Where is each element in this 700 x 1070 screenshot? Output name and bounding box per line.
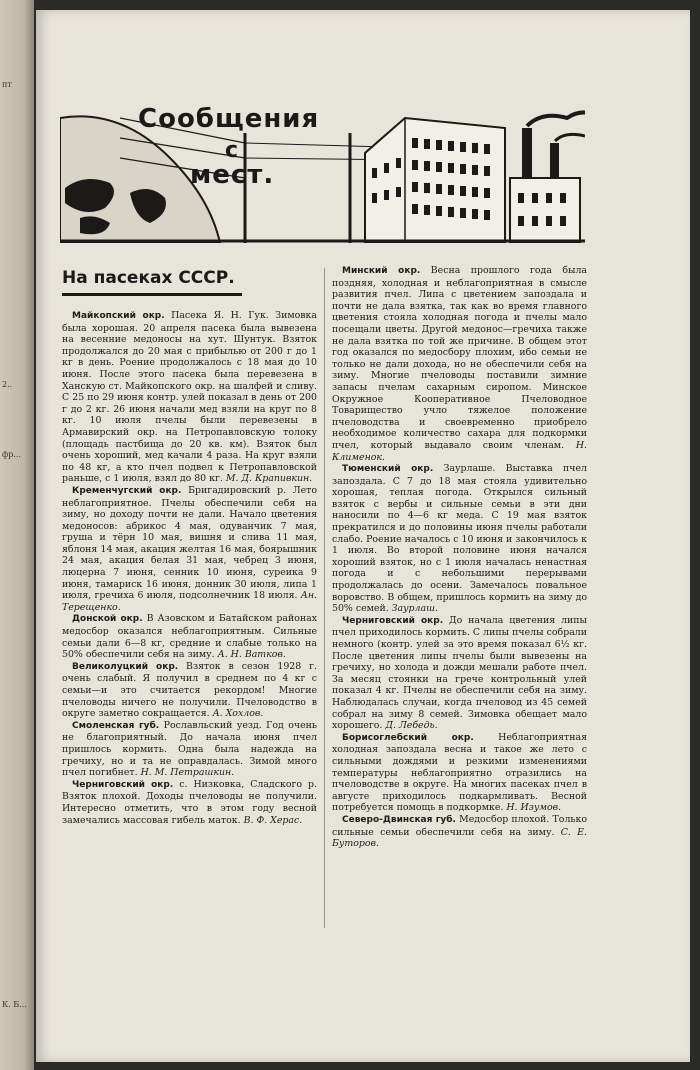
report-text: Неблагоприятная холодная запоздала весна и такое же лето с сильными дождями и резкими изменениями температуры неблагоприятно отразились на пчеловодстве в округе. На многих пасеках пчел в августе приходилось подкармливать. Весной потребуется помощь в подкормке. <box>332 731 587 814</box>
region-name: Борисоглебский окр. <box>342 732 474 743</box>
region-name: Северо-Двинская губ. <box>342 814 456 825</box>
region-name: Черниговский окр. <box>72 779 174 790</box>
region-name: Минский окр. <box>342 266 421 276</box>
banner-title-line1: Сообщения <box>138 104 320 134</box>
region-name: Тюменский окр. <box>342 464 434 475</box>
report-text: Пасека Я. Н. Гук. Зимовка была хорошая. 20 апреля пасека была вывезена на весенние медоносы на хут. Шунтук. Взяток продолжался до 20 мая с прибылью от 200 г до 1 кг в день. Роение продолжалось с 18 мая до 10 июня. После этого пасека была перевезена в Ханскую ст. Майкопского окр. на шалфей и сливу. С 25 по 29 июня контр. улей показал в день от 200 г до 2 кг. 26 июня начали мед взяли на круг по 8 кг. 10 июля пчелы были перевезены в Армавирский окр. на Петропавловскую толоку (площадь пастбища до 20 кв. км). Взяток был очень хороший, мед качали 4 раза. На круг взяли по 48 кг, а кто пчел подвел к Петропавловской раньше, с 1 июля, взял до 80 кг. <box>62 310 318 485</box>
region-name: Майкопский окр. <box>72 311 165 321</box>
heading-underline <box>62 293 242 296</box>
author-signature: А. Н. Ватков. <box>217 649 286 661</box>
report-text: Рославльский уезд. Год очень не благоприятный. До начала июня пчел пришлось кормить. Одна была надежда на гречиху, но и та не оправдалась. Зимой много пчел погибнет. <box>62 719 317 779</box>
author-signature: Н. Изумов. <box>506 802 562 814</box>
report-paragraph <box>62 613 317 660</box>
region-name: Кременчугский окр. <box>72 485 182 496</box>
report-text: В Азовском и Батайском районах медосбор оказался неблагоприятным. Сильные семьи дали 6—8 кг, средние и слабые только на 50% обеспечили себя на зиму. <box>62 613 317 661</box>
author-signature: С. Е. Буторов. <box>332 826 587 850</box>
author-signature: Заурлаш. <box>391 603 438 615</box>
report-text: Медосбор плохой. Только сильные семьи обеспечили себя на зиму. <box>332 813 588 838</box>
region-name: Донской окр. <box>72 614 143 625</box>
author-signature: Д. Лебедь. <box>385 720 438 732</box>
region-name: Черниговский окр. <box>342 615 444 626</box>
adjacent-page-edge: пт 2.. фр... К. Б... <box>0 0 34 1070</box>
author-signature: Ан. Терещенко. <box>62 590 317 613</box>
page <box>36 10 690 1062</box>
report-text: с. Низковка, Сладского р. Взяток плохой. Доходы пчеловоды не получили. Интересно отметить, что в этом году весной замечались массовая гибель маток. <box>62 778 317 826</box>
report-text: Заурлаше. Выставка пчел запоздала. С 7 до 18 мая стояла удивительно хорошая, теплая погода. Открылся сильный взяток с вербы и сильные семьи в эти дни наносили по 4—6 кг меда. С 19 мая взяток прекратился и до половины июня пчелы работали слабо. Роение началось с 10 июня и закончилось к 1 июля. Во второй половине июня начался хороший взяток, но с 1 июля началась ненастная погода и с небольшими перерывами продолжалась до осени. Замечалось повальное воровство. В общем, пришлось кормить на зиму до 50% семей. <box>332 463 587 615</box>
author-signature: Н. Клименок. <box>332 439 587 463</box>
author-signature: Н. М. Петрашкин. <box>140 767 235 779</box>
report-paragraph <box>332 463 587 615</box>
author-signature: М. Д. Крапивкин. <box>225 473 313 485</box>
report-text: Взяток в сезон 1928 г. очень слабый. Я получил в среднем по 4 кг с семьи—и это считается рекордом! Многие пчеловоды ничего не получили. Пчеловодство в округе заметно сокращается. <box>62 660 317 720</box>
report-paragraph <box>62 661 317 720</box>
report-text: Весна прошлого года была поздняя, холодная и неблагоприятная в смысле развития пчел. Липа с цветением запоздала и почти не дала взятка, так как во время главного цветения стояла холодная погода и пчелы мало посещали цветы. Другой медонос—гречиха также не дала взятка по той же причине. В общем этот год оказался по медосбору плохим, ибо семьи не только не дали дохода, но не обеспечили себя на зиму. Многие пчеловоды поставили зимние запасы пчелам сахарным сиропом. Минское Окружное Кооперативное Пчеловодное Товарищество учло тяжелое положение пчеловодства и своевременно приобрело необходимое количество сахара для подкормки пчел, который выдавало своим членам. <box>332 265 588 451</box>
report-paragraph <box>62 779 317 826</box>
region-name: Смоленская губ. <box>72 720 160 731</box>
article-heading: На пасеках СССР. <box>62 268 235 288</box>
column-divider <box>324 268 325 928</box>
author-signature: А. Хохлов. <box>212 708 264 720</box>
report-paragraph <box>62 720 317 779</box>
report-paragraph <box>332 732 587 814</box>
report-paragraph <box>62 310 317 485</box>
banner-title-line2: с <box>225 138 239 163</box>
region-name: Великолуцкий окр. <box>72 661 179 672</box>
report-text: Бригадировский р. Лето неблагоприятное. Пчелы обеспечили себя на зиму, но доходу почти не дали. Начало цветения медоносов: абрикос 4 мая, одуванчик 7 мая, груша и тёрн 10 мая, вишня и слива 11 мая, яблоня 14 мая, акация желтая 16 мая, боярышник 24 мая, акация белая 31 мая, чебрец 3 июня, люцерна 7 июня, сенник 10 июня, суреика 9 июня, тамариск 16 июня, донник 30 июля, липа 1 июля, гречиха 6 июля, подсолнечник 18 июля. <box>62 484 317 602</box>
banner-title-line3: мест. <box>190 160 275 190</box>
report-text: До начала цветения липы пчел приходилось кормить. С липы пчелы собрали немного (контр. улей за это время показал 6½ кг. После цветения липы пчелы были вывезены на гречиху, но холода и дожди мешали работе пчел. За месяц стоянки на грече контрольный улей показал 4 кг. Пчелы не обеспечили себя на зиму. Наблюдалась случаи, когда пчеловод из 45 семей собрал на зиму 8 семей. Зимовка обещает мало хорошего. <box>332 614 587 732</box>
header-banner <box>60 98 585 243</box>
author-signature: В. Ф. Херас. <box>243 814 303 826</box>
report-paragraph <box>332 814 587 850</box>
report-paragraph <box>332 265 587 463</box>
column-right <box>332 265 587 850</box>
report-paragraph <box>332 615 587 732</box>
column-left <box>62 310 317 826</box>
report-paragraph <box>62 485 317 614</box>
